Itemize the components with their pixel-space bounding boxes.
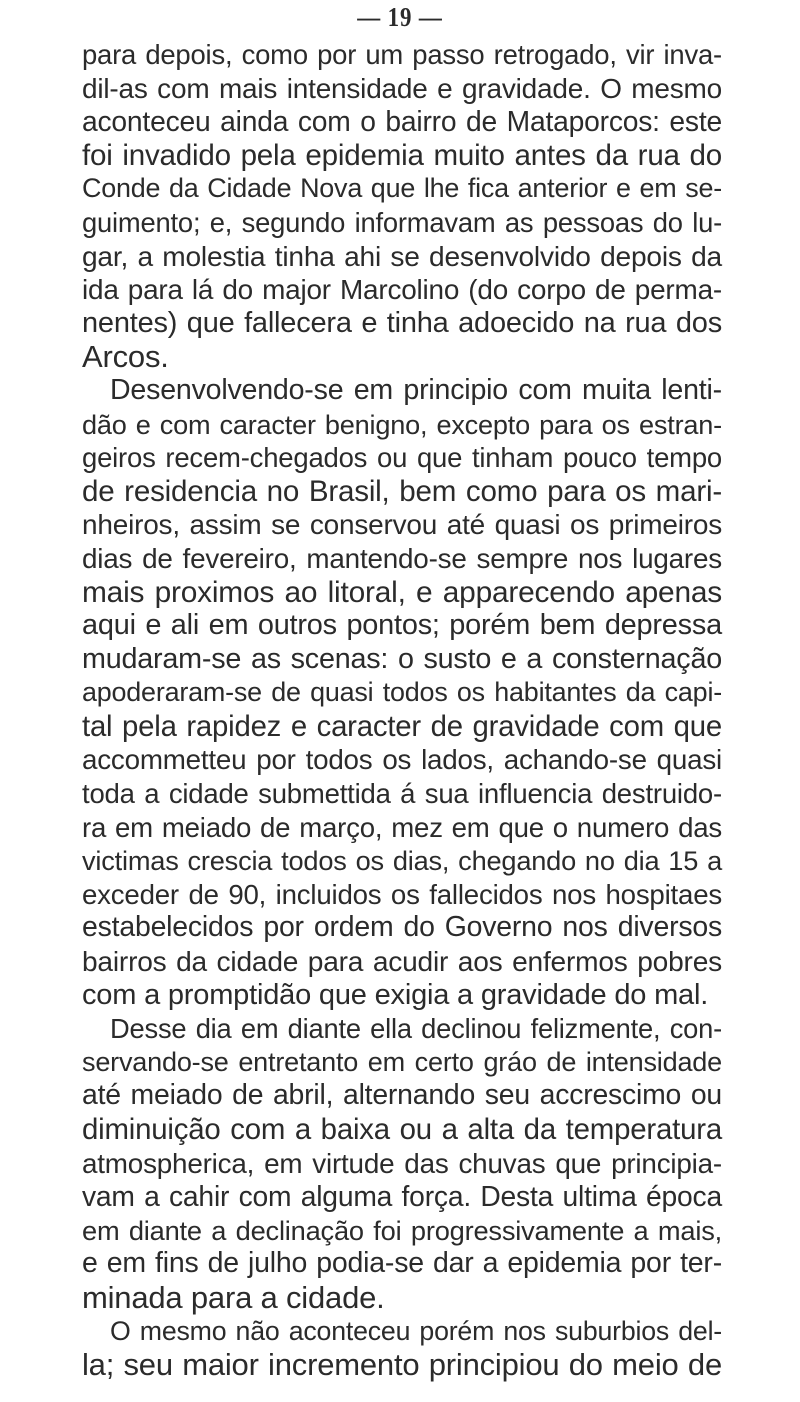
text-line: aconteceu ainda com o bairro de Mataporcos: este xyxy=(82,105,722,138)
text-line: vam a cahir com alguma força. Desta ultima época xyxy=(82,1180,722,1213)
text-line: la; seu maior incremento principiou do meio de xyxy=(82,1347,722,1383)
text-line: apoderaram-se de quasi todos os habitantes da capi- xyxy=(82,677,722,708)
text-line: com a promptidão que exigia a gravidade do mal. xyxy=(82,978,709,1011)
text-line: Arcos. xyxy=(82,339,169,375)
text-line: victimas crescia todos os dias, chegando no dia 15 a xyxy=(82,845,722,877)
text-line: Desenvolvendo-se em principio com muita lenti- xyxy=(110,373,722,406)
text-line: O mesmo não aconteceu porém nos suburbios del- xyxy=(110,1315,722,1346)
text-line: guimento; e, segundo informavam as pessoas do lu- xyxy=(82,206,722,238)
text-line: toda a cidade submettida á sua influencia destruido- xyxy=(82,778,722,810)
text-line: nentes) que fallecera e tinha adoecido na rua dos xyxy=(82,306,722,339)
text-line: aqui e ali em outros pontos; porém bem depressa xyxy=(82,609,722,642)
text-line: dias de fevereiro, mantendo-se sempre nos lugares xyxy=(82,542,722,574)
text-line: em diante a declinação foi progressivamente a mais, xyxy=(82,1214,722,1246)
text-line: de residencia no Brasil, bem como para os mari- xyxy=(82,474,722,508)
text-line: Conde da Cidade Nova que lhe fica anterior e em se- xyxy=(82,173,722,204)
text-line: dão e com caracter benigno, excepto para os estran- xyxy=(82,408,722,440)
text-line: minada para a cidade. xyxy=(82,1279,385,1315)
text-line: gar, a molestia tinha ahi se desenvolvido depois da xyxy=(82,240,722,272)
text-line: Desse dia em diante ella declinou felizmente, con- xyxy=(110,1013,722,1045)
text-line: geiros recem-chegados ou que tinham pouco tempo xyxy=(82,442,722,474)
text-line: dil-as com mais intensidade e gravidade. O mesmo xyxy=(82,72,722,104)
text-line: foi invadido pela epidemia muito antes da rua do xyxy=(82,138,722,172)
text-line: mudaram-se as scenas: o susto e a consternação xyxy=(82,642,722,675)
text-line: para depois, como por um passo retrogado, vir inva- xyxy=(82,39,722,70)
text-line: servando-se entretanto em certo gráo de intensidade xyxy=(82,1046,722,1077)
text-line: accommetteu por todos os lados, achando-se quasi xyxy=(82,744,722,776)
text-line: nheiros, assim se conservou até quasi os primeiros xyxy=(82,509,722,541)
text-line: estabelecidos por ordem do Governo nos diversos xyxy=(82,911,722,944)
text-line: mais proximos ao litoral, e apparecendo apenas xyxy=(82,575,722,609)
text-line: bairros da cidade para acudir aos enfermos pobres xyxy=(82,946,722,978)
page-number: — 19 — xyxy=(357,2,443,32)
text-line: e em fins de julho podia-se dar a epidemia por ter- xyxy=(82,1247,722,1280)
text-line: atmospherica, em virtude das chuvas que principia- xyxy=(82,1147,722,1179)
body-text xyxy=(82,38,722,1382)
text-line: exceder de 90, incluidos os fallecidos nos hospitaes xyxy=(82,878,722,910)
text-line: diminuição com a baixa ou a alta da temperatura xyxy=(82,1113,722,1146)
text-line: ra em meiado de março, mez em que o numero das xyxy=(82,811,722,843)
text-line: ida para lá do major Marcolino (do corpo de perma- xyxy=(82,274,722,306)
text-line: até meiado de abril, alternando seu accrescimo ou xyxy=(82,1079,722,1112)
text-line: tal pela rapidez e caracter de gravidade com que xyxy=(82,709,722,743)
